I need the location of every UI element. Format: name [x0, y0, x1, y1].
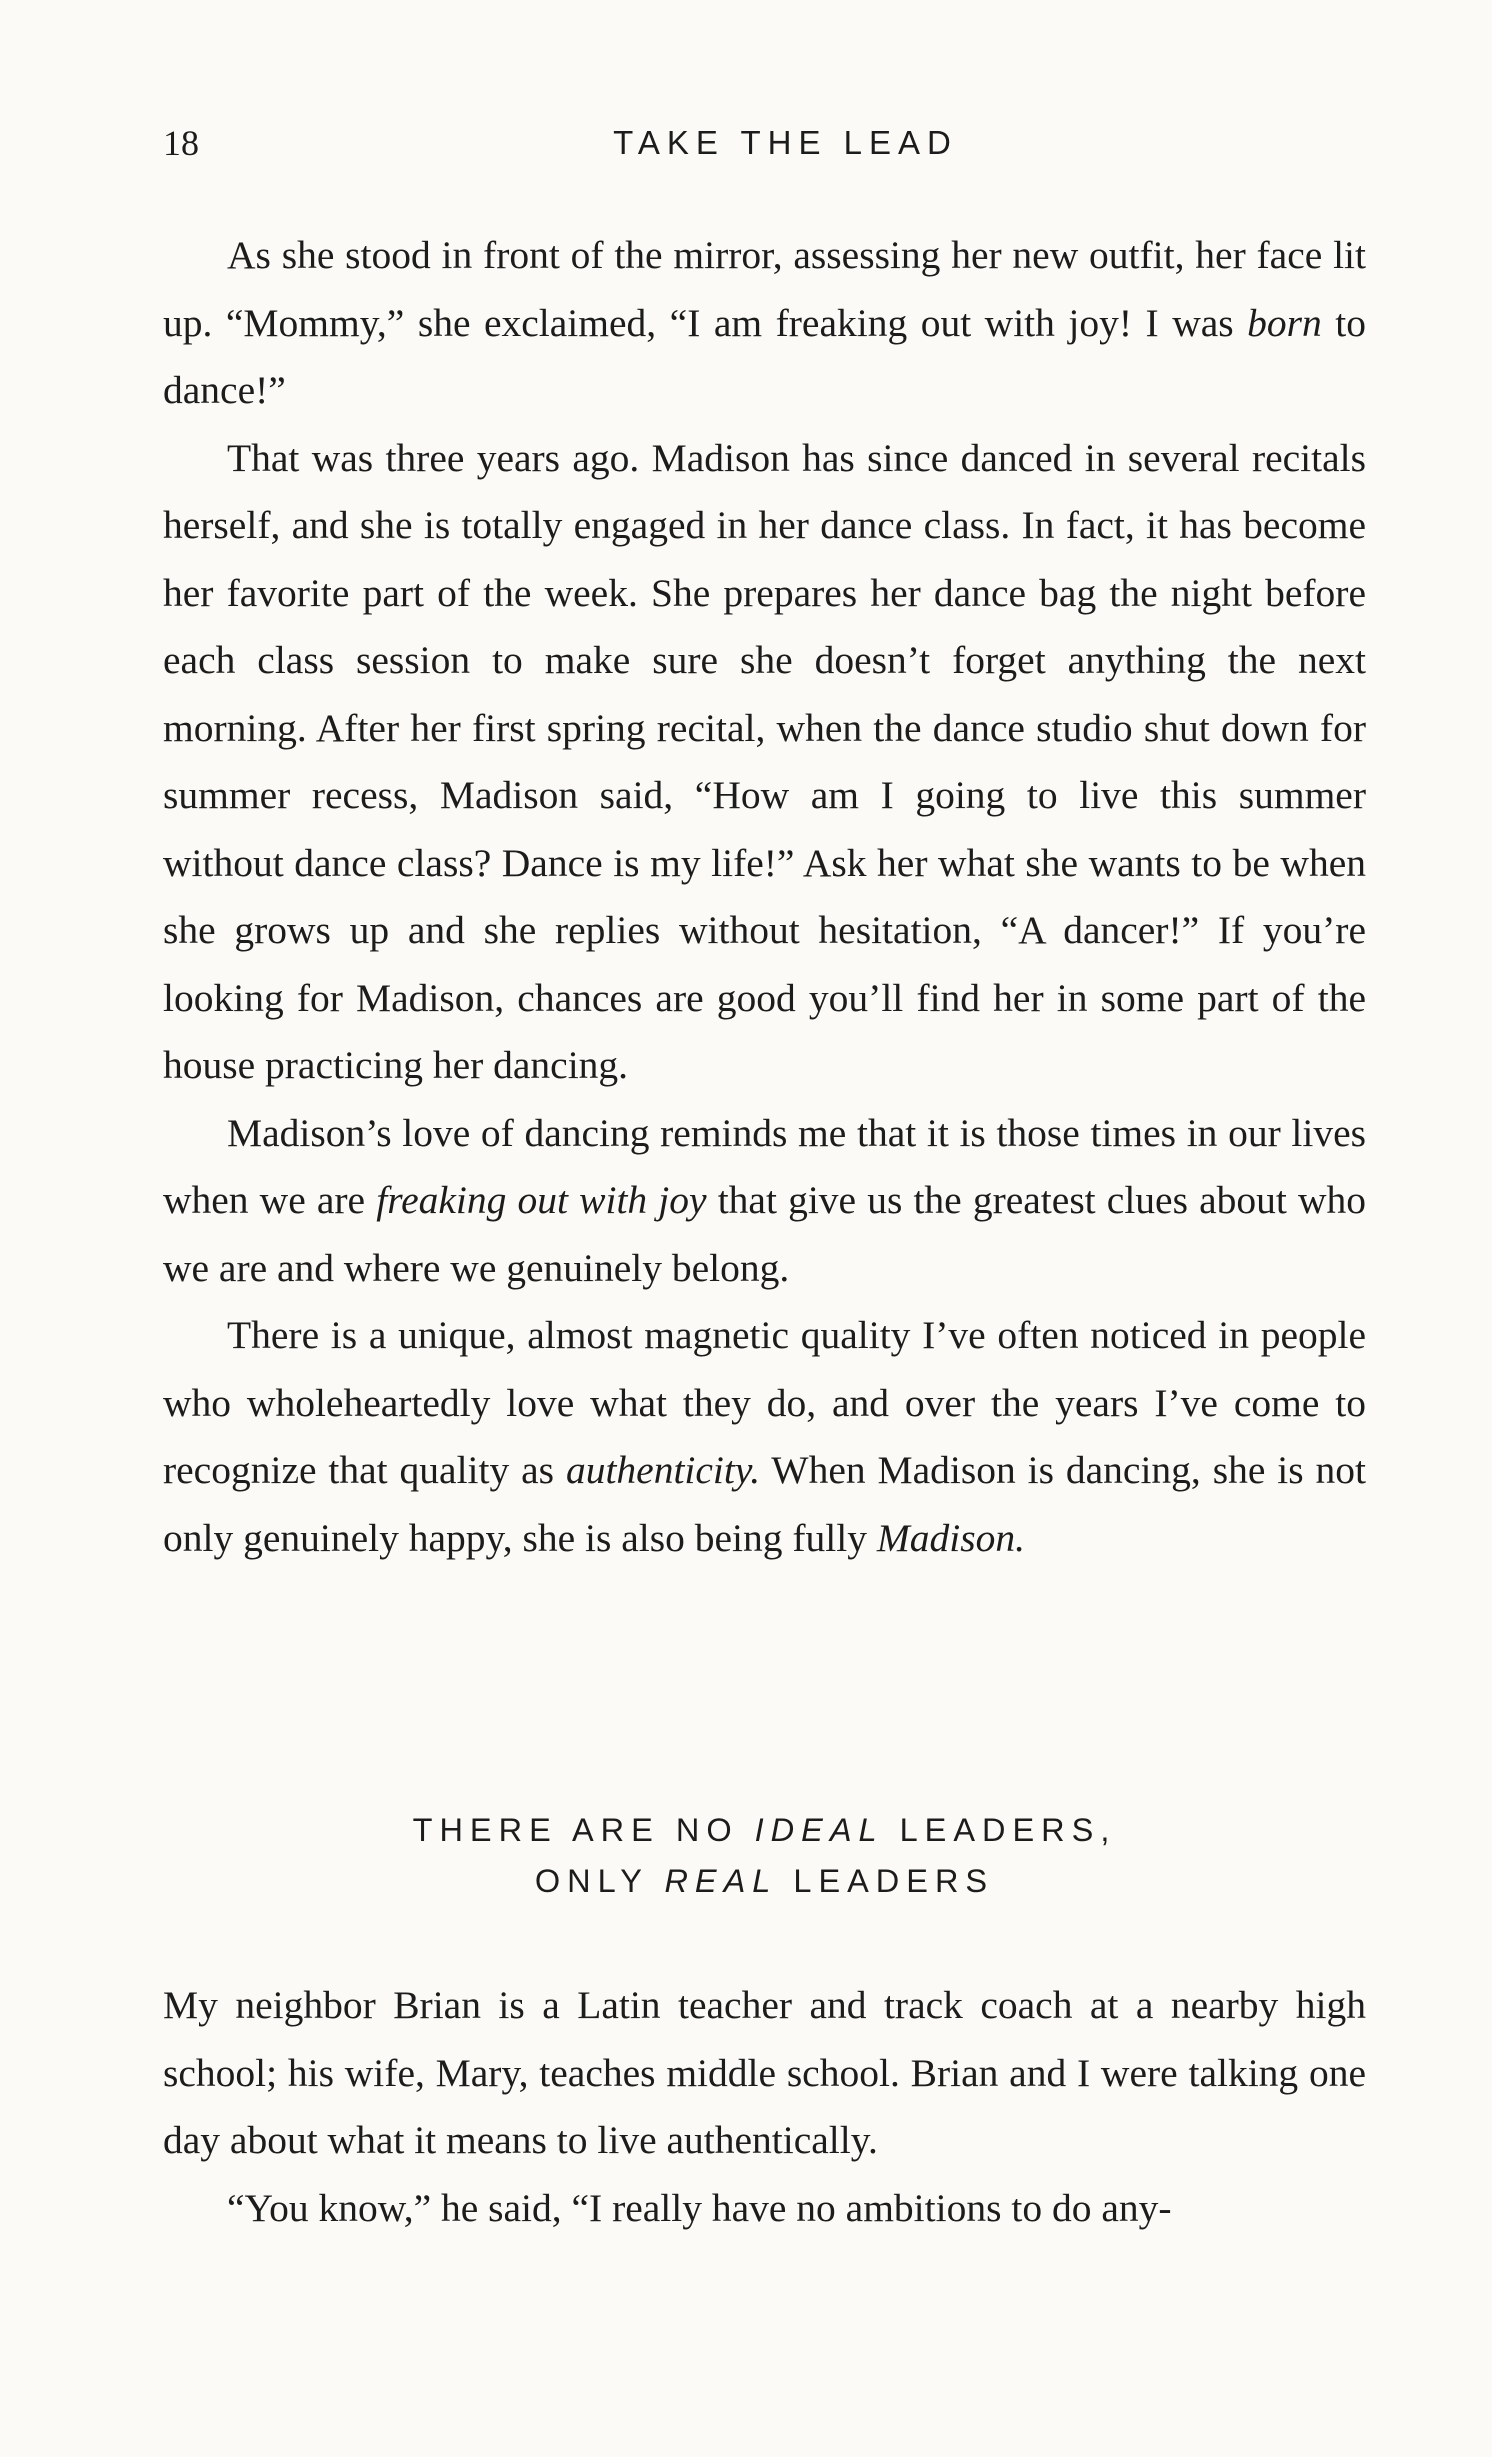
- heading-emphasis: IDEAL: [754, 1812, 884, 1848]
- paragraph-text: Madison’s love of dancing reminds me that it is those times in our lives when we are: [163, 1110, 1366, 1222]
- paragraph-text: to dance!”: [163, 300, 1366, 412]
- section-heading: [163, 1805, 1366, 1907]
- paragraph: [163, 222, 1366, 425]
- emphasis-text: Madison.: [876, 1515, 1025, 1560]
- section-body-text: [163, 1972, 1366, 2242]
- paragraph: [163, 1302, 1366, 1572]
- section-heading-line: [163, 1805, 1366, 1856]
- paragraph: My neighbor Brian is a Latin teacher and track coach at a nearby high school; his wife, Mary, teaches middle school. Brian and I were talking one day about what it means to live authentically.: [163, 1983, 1366, 2162]
- paragraph-text: As she stood in front of the mirror, assessing her new outfit, her face lit up. “Mommy,” she exclaimed, “I am freaking out with joy! I was: [163, 233, 1366, 345]
- body-text: [163, 222, 1366, 1572]
- emphasis-text: authenticity.: [565, 1448, 761, 1492]
- heading-text: ONLY: [534, 1863, 665, 1899]
- heading-text: THERE ARE NO: [412, 1812, 755, 1848]
- paragraph-text: When Madison is dancing, she is not only genuinely happy, she is also being fully: [163, 1448, 1366, 1560]
- paragraph-text: There is a unique, almost magnetic quality I’ve often noticed in people who wholeheartedly love what they do, and over the years I’ve come to recognize that quality as: [163, 1313, 1366, 1492]
- paragraph: [163, 1100, 1366, 1303]
- emphasis-text: born: [1247, 300, 1322, 345]
- heading-text: LEADERS,: [883, 1812, 1117, 1848]
- section-heading-line: [163, 1856, 1366, 1907]
- page-number: 18: [163, 123, 199, 163]
- running-head: TAKE THE LEAD: [613, 124, 958, 161]
- page-header: [163, 118, 1364, 168]
- paragraph: That was three years ago. Madison has since danced in several recitals herself, and she is totally engaged in her dance class. In fact, it has become her favorite part of the week. She prepares her dance bag the night before each class session to make sure she doesn’t forget anything the next morning. After her first spring recital, when the dance studio shut down for summer recess, Madison said, “How am I going to live this summer without dance class? Dance is my life!” Ask her what she wants to be when she grows up and she replies without hesitation, “A dancer!” If you’re looking for Madison, chances are good you’ll find her in some part of the house practicing her dancing.: [163, 435, 1366, 1087]
- paragraph-text: that give us the greatest clues about who we are and where we genuinely belong.: [163, 1178, 1366, 1290]
- heading-emphasis: REAL: [664, 1863, 778, 1899]
- paragraph: “You know,” he said, “I really have no ambitions to do any-: [227, 2185, 1172, 2230]
- heading-text: LEADERS: [777, 1863, 995, 1899]
- emphasis-text: freaking out with joy: [376, 1178, 707, 1222]
